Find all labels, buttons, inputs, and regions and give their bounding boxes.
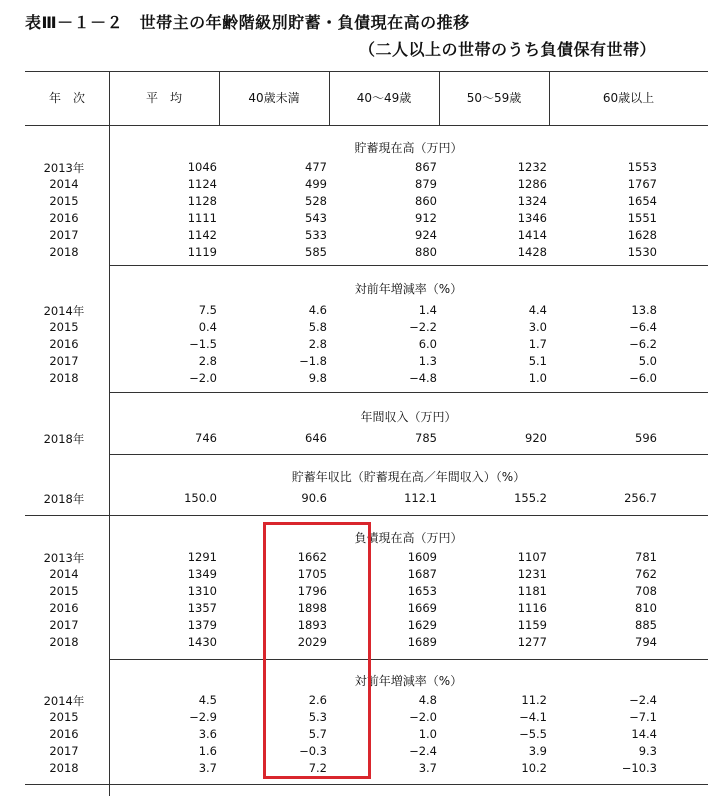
- table-row: 2018 3.7 7.2 3.7 10.2 −10.3: [49, 761, 657, 775]
- table-row: 2015 −2.9 5.3 −2.0 −4.1 −7.1: [49, 710, 657, 724]
- table-row: 2017 2.8 −1.8 1.3 5.1 5.0: [49, 354, 657, 368]
- table-row: 2016 −1.5 2.8 6.0 1.7 −6.2: [49, 337, 657, 351]
- table-row: 2017 1142 533 924 1414 1628: [49, 228, 657, 242]
- table-row: 2014年 4.5 2.6 4.8 11.2 −2.4: [43, 693, 657, 708]
- section-label-savings: 貯蓄現在高（万円）: [354, 141, 463, 155]
- table-row: 2014 1349 1705 1687 1231 762: [49, 567, 657, 581]
- section-label-debt: 負債現在高（万円）: [354, 531, 463, 545]
- table-row: 2015 1128 528 860 1324 1654: [49, 194, 657, 208]
- header-50s: 50～59歳: [466, 91, 522, 105]
- section-label-savings-income-ratio: 貯蓄年収比（貯蓄現在高／年間収入）（%）: [291, 470, 526, 484]
- table-row: 2016 3.6 5.7 1.0 −5.5 14.4: [49, 727, 657, 741]
- table-row: 2014 1124 499 879 1286 1767: [49, 177, 657, 191]
- header-year: 年 次: [48, 91, 85, 105]
- header-under40: 40歳未満: [248, 91, 300, 105]
- section-divider: [25, 515, 708, 516]
- header-average: 平 均: [145, 91, 182, 105]
- table-row: 2018 −2.0 9.8 −4.8 1.0 −6.0: [49, 371, 657, 385]
- table-title: 表Ⅲ－１－２ 世帯主の年齢階級別貯蓄・負債現在高の推移: [25, 13, 470, 32]
- section-divider: [109, 659, 708, 660]
- table-row: 2015 1310 1796 1653 1181 708: [49, 584, 657, 598]
- header-60plus: 60歳以上: [602, 91, 655, 105]
- table-row: 2013年 1291 1662 1609 1107 781: [43, 550, 657, 565]
- section-label-savings-change: 対前年増減率（%）: [354, 282, 463, 296]
- table-bottom-rule: [25, 784, 708, 785]
- table-row: 2018 1430 2029 1689 1277 794: [49, 635, 657, 649]
- table-row: 2015 0.4 5.8 −2.2 3.0 −6.4: [49, 320, 657, 334]
- section-label-debt-change: 対前年増減率（%）: [354, 674, 463, 688]
- header-40s: 40～49歳: [356, 91, 412, 105]
- highlight-box-under40-debt: [263, 522, 371, 779]
- table-row: 2017 1379 1893 1629 1159 885: [49, 618, 657, 632]
- table-row: 2018年 746 646 785 920 596: [43, 431, 657, 446]
- section-divider: [109, 265, 708, 266]
- table-subtitle: （二人以上の世帯のうち負債保有世帯）: [358, 40, 656, 59]
- table-row: 2016 1357 1898 1669 1116 810: [49, 601, 657, 615]
- section-divider: [109, 392, 708, 393]
- table-row: 2018 1119 585 880 1428 1530: [49, 245, 657, 259]
- table-row: 2013年 1046 477 867 1232 1553: [43, 160, 657, 175]
- section-label-annual-income: 年間収入（万円）: [360, 410, 457, 424]
- header-bottom-rule: [25, 125, 708, 126]
- table-row: 2017 1.6 −0.3 −2.4 3.9 9.3: [49, 744, 657, 758]
- table-row: 2014年 7.5 4.6 1.4 4.4 13.8: [43, 303, 657, 318]
- table-row: 2016 1111 543 912 1346 1551: [49, 211, 657, 225]
- section-divider: [109, 454, 708, 455]
- table-row: 2018年 150.0 90.6 112.1 155.2 256.7: [43, 491, 657, 506]
